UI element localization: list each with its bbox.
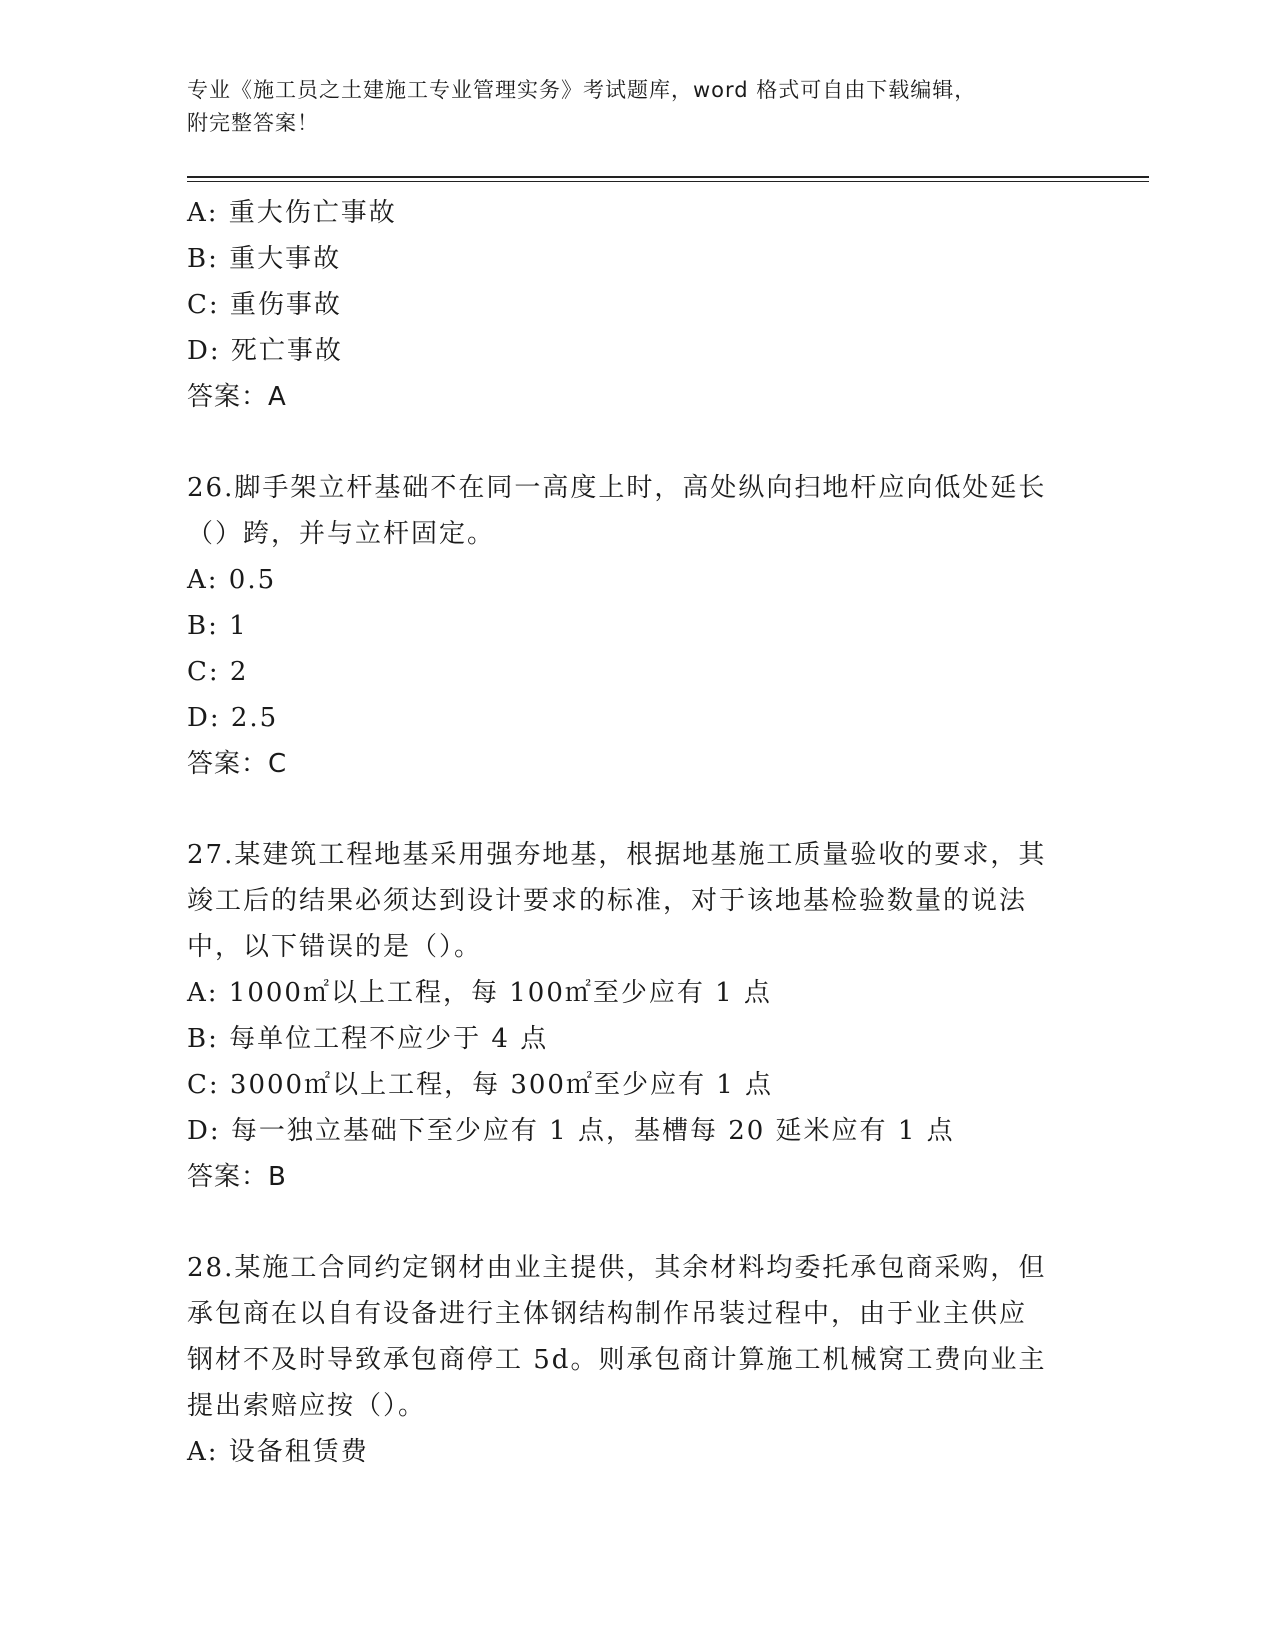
- answer: 答案：A: [187, 382, 287, 412]
- question-stem-line: 承包商在以自有设备进行主体钢结构制作吊装过程中，由于业主供应: [187, 1299, 1028, 1329]
- option-c: C: 3000㎡以上工程，每 300㎡至少应有 1 点: [187, 1070, 774, 1100]
- option-a: A: 重大伤亡事故: [187, 198, 397, 228]
- option-a: A: 0.5: [187, 565, 277, 595]
- question-25: [187, 190, 1087, 420]
- option-d: D: 死亡事故: [187, 336, 343, 366]
- question-27: [187, 832, 1087, 1200]
- header-title-line-2: 附完整答案！: [187, 111, 319, 135]
- option-b: B: 每单位工程不应少于 4 点: [187, 1024, 549, 1054]
- header-divider: [187, 176, 1149, 182]
- question-stem-line: 26.脚手架立杆基础不在同一高度上时，高处纵向扫地杆应向低处延长: [187, 473, 1047, 503]
- question-28: [187, 1245, 1087, 1475]
- document-header: [187, 74, 1087, 140]
- question-stem-line: 钢材不及时导致承包商停工 5d。则承包商计算施工机械窝工费向业主: [187, 1345, 1047, 1375]
- option-a: A: 设备租赁费: [187, 1437, 369, 1467]
- option-a: A: 1000㎡以上工程，每 100㎡至少应有 1 点: [187, 978, 772, 1008]
- question-stem-line: 28.某施工合同约定钢材由业主提供，其余材料均委托承包商采购，但: [187, 1253, 1047, 1283]
- question-content: [187, 190, 1087, 1475]
- option-d: D: 每一独立基础下至少应有 1 点，基槽每 20 延米应有 1 点: [187, 1116, 955, 1146]
- option-b: B: 重大事故: [187, 244, 342, 274]
- question-stem-line: 27.某建筑工程地基采用强夯地基，根据地基施工质量验收的要求，其: [187, 840, 1047, 870]
- option-c: C: 重伤事故: [187, 290, 342, 320]
- question-stem-line: （）跨，并与立杆固定。: [187, 519, 496, 549]
- answer: 答案：C: [187, 749, 288, 779]
- option-b: B: 1: [187, 611, 248, 641]
- question-stem-line: 中，以下错误的是（）。: [187, 932, 483, 962]
- answer: 答案：B: [187, 1162, 287, 1192]
- header-title-line-1: 专业《施工员之土建施工专业管理实务》考试题库，word 格式可自由下载编辑，: [187, 78, 977, 102]
- question-stem-line: 竣工后的结果必须达到设计要求的标准，对于该地基检验数量的说法: [187, 886, 1028, 916]
- option-d: D: 2.5: [187, 703, 279, 733]
- option-c: C: 2: [187, 657, 249, 687]
- question-stem-line: 提出索赔应按（）。: [187, 1391, 427, 1421]
- question-26: [187, 465, 1087, 787]
